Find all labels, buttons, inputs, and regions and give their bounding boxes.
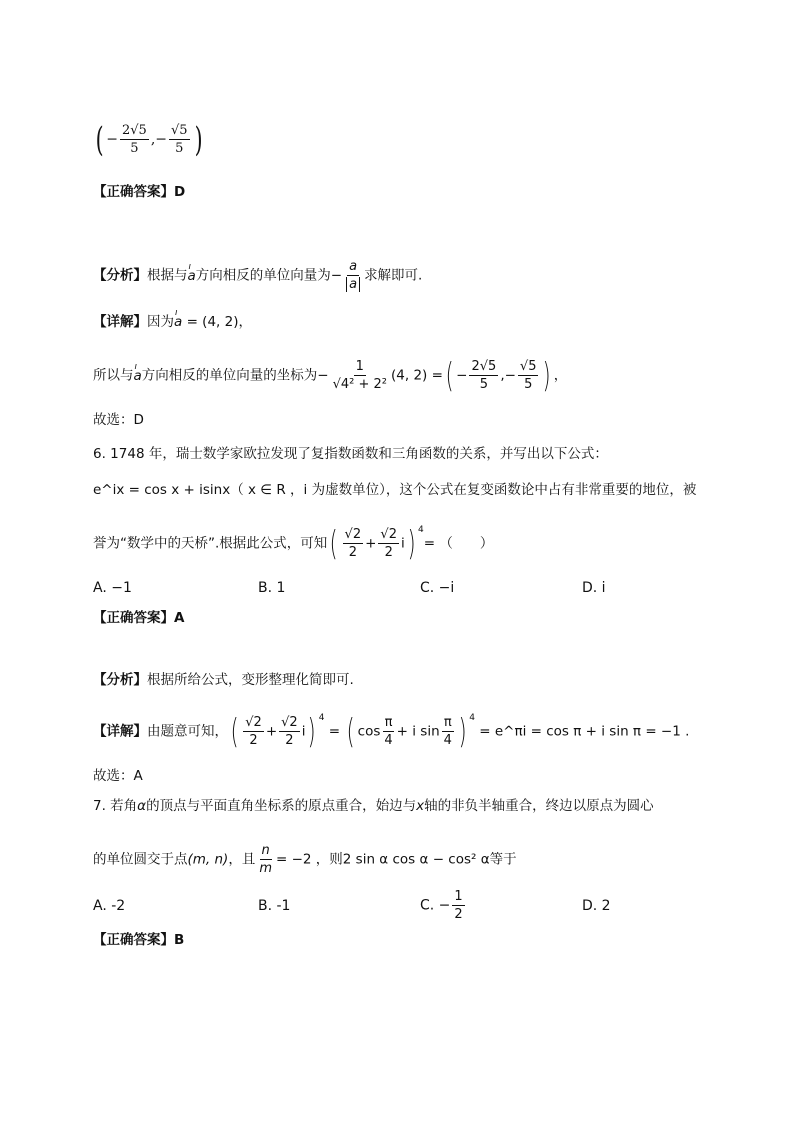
fraction: $\frac{a}{a}$ (344, 258, 362, 293)
fraction: $\frac{n}{m}$ (259, 843, 272, 876)
fraction: $\frac{√2}{2}$ (380, 527, 397, 560)
q6-stem-2: e^ix = cos x + isinx（ x ∈ R ，i 为虚数单位），这个公式在复变函数论中占有非常重要的地位，被 (93, 482, 697, 498)
q7-answer: 【正确答案】B (93, 932, 185, 948)
q7-option-b: B. -1 (258, 898, 291, 914)
fraction: $\frac{√2}{2}$ (281, 715, 298, 748)
q5-analysis: 【分析】根据与ı a方向相反的单位向量为− $\frac{a}{a}$ 求解即可. (93, 258, 422, 293)
q6-option-a: A. −1 (93, 580, 132, 596)
fraction: $\frac{1}{\text{√4² + 2²}}$ (332, 359, 387, 392)
fraction: $\frac{2√5}{5}$ (471, 359, 497, 392)
fraction: $\frac{√2}{2}$ (344, 527, 362, 560)
fraction: $\frac{√2}{2}$ (245, 715, 262, 748)
q5-result: 所以与ı a方向相反的单位向量的坐标为− $\frac{1}{\text{√4² + 2²}}$ (4, 2) =( − $\frac{2√5}{5}$ ,− $\frac{√5}{5}$ ) ， (93, 358, 567, 393)
q6-option-c: C. −i (420, 580, 455, 596)
q6-stem-3: 誉为“数学中的天桥”.根据此公式，可知( $\frac{√2}{2}$ + $\frac{√2}{2}$ i) $^4$= （ ） (93, 523, 494, 564)
fraction: $\frac{√5}{5}$ (519, 359, 537, 392)
q5-choice: 故选：D (93, 412, 144, 428)
q6-detail: 【详解】由题意可知，( $\frac{√2}{2}$ + $\frac{√2}{2}$ i) $^4$ = ( cos $\frac{\pi}{4}$ + i sin $\frac{\pi}{4}$ ) $^4$ = e^πi = cos π + i sin π = −1 . (93, 711, 690, 752)
q6-analysis: 【分析】根据所给公式，变形整理化简即可. (93, 672, 354, 688)
fraction: $\frac{1}{2}$ (454, 889, 463, 922)
q6-choice: 故选：A (93, 768, 143, 784)
q6-option-d: D. i (582, 580, 606, 596)
q7-option-d: D. 2 (582, 898, 611, 914)
q6-answer: 【正确答案】A (93, 610, 185, 626)
q5-answer: 【正确答案】D (93, 184, 186, 200)
fraction: $\frac{2√5}{5}$ (122, 123, 147, 156)
fraction: $\frac{√5}{5}$ (171, 123, 188, 156)
q7-option-c: C. − $\frac{1}{2}$ (420, 889, 463, 922)
q7-stem-1: 7. 若角α的顶点与平面直角坐标系的原点重合，始边与x轴的非负半轴重合，终边以原点为圆心 (93, 798, 654, 814)
q6-stem-1: 6. 1748 年，瑞士数学家欧拉发现了复指数函数和三角函数的关系，并写出以下公式： (93, 446, 608, 462)
q5-detail: 【详解】因为ı a = (4, 2)， (93, 312, 252, 332)
top-vector: ( − $\frac{2√5}{5}$ ,− $\frac{√5}{5}$ ) (95, 119, 203, 160)
fraction: $\frac{\pi}{4}$ (384, 715, 393, 748)
q7-stem-2: 的单位圆交于点(m, n)，且 $\frac{n}{m}$ = −2 ，则2 sin α cos α − cos² α等于 (93, 843, 517, 876)
fraction: $\frac{\pi}{4}$ (443, 715, 452, 748)
q7-option-a: A. -2 (93, 898, 126, 914)
q6-option-b: B. 1 (258, 580, 286, 596)
